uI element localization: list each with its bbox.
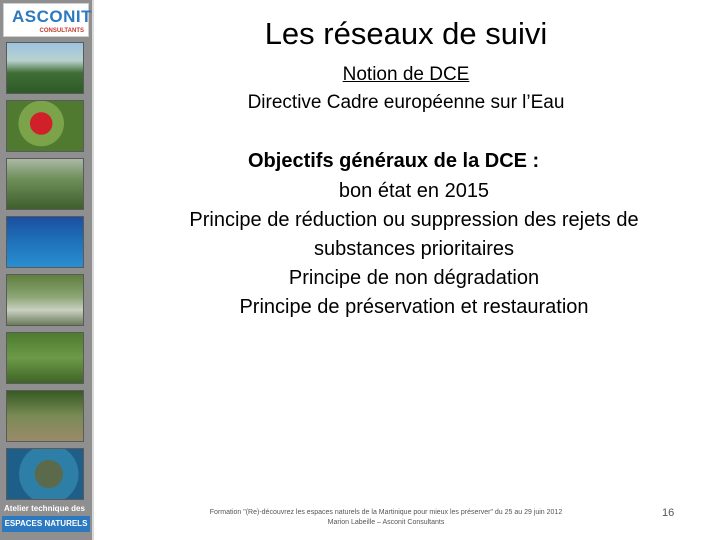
slide-title: Les réseaux de suivi (264, 16, 548, 51)
coastline-photo (6, 42, 84, 94)
sea-turtle-photo (6, 448, 84, 500)
mangrove-boardwalk-photo (6, 390, 84, 442)
underwater-photo (6, 216, 84, 268)
objectives-list (160, 177, 668, 322)
forest-photo (6, 158, 84, 210)
flower-photo (6, 100, 84, 152)
river-photo (6, 274, 84, 326)
slide-subtitle: Notion de DCE (342, 64, 470, 85)
directive-line: Directive Cadre européenne sur l’Eau (247, 92, 565, 113)
logo-subtext: CONSULTANTS (39, 28, 84, 34)
objective-item: Principe de non dégradation (288, 267, 540, 289)
atelier-banner (2, 502, 90, 538)
footer-line-1: Formation "(Re)-découvrez les espaces naturels de la Martinique pour mieux les préserver" du 25 au 29 juin 2012 (209, 509, 563, 516)
atelier-line-1: Atelier technique des (4, 504, 85, 513)
objectives-heading: Objectifs généraux de la DCE : (248, 150, 540, 172)
asconit-logo (3, 3, 92, 37)
image-sidebar (0, 0, 94, 540)
footer-line-2: Marion Labeille – Asconit Consultants (327, 519, 445, 526)
objective-item: bon état en 2015 (338, 180, 490, 202)
objective-item: Principe de préservation et restauration (239, 296, 589, 318)
logo-text: ASCONIT (12, 7, 92, 26)
objective-item: Principe de réduction ou suppression des rejets de substances prioritaires (189, 209, 639, 260)
page-number: 16 (662, 507, 675, 519)
iguana-photo (6, 332, 84, 384)
footer (172, 508, 600, 528)
atelier-line-2: ESPACES NATURELS (2, 516, 90, 532)
